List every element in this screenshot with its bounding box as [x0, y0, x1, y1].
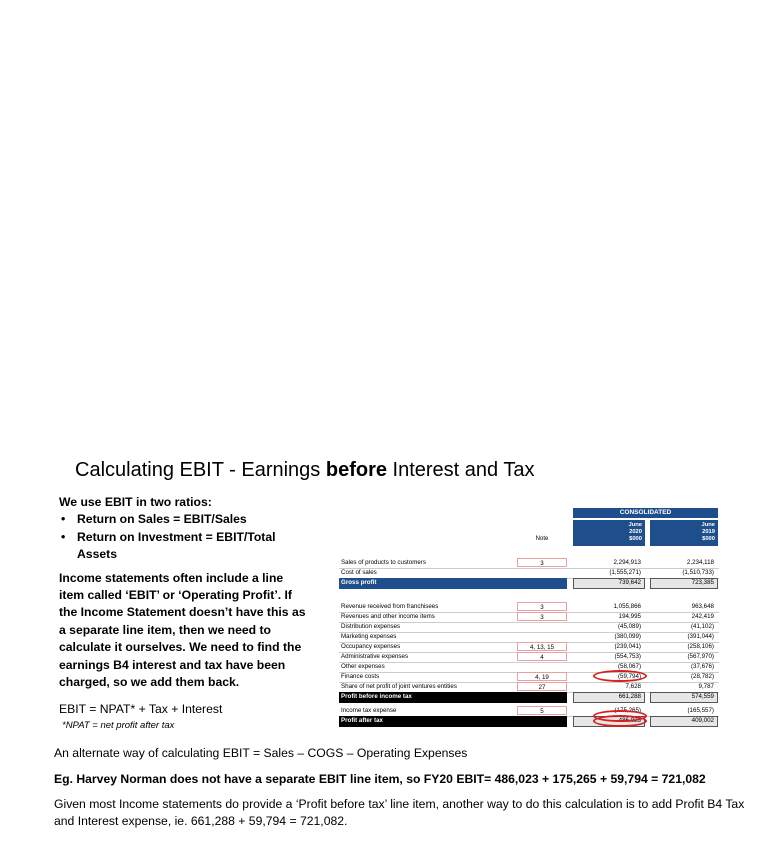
row-label: Marketing expenses — [341, 633, 397, 640]
row-note — [517, 622, 567, 631]
row-label: Share of net profit of joint ventures entities — [341, 683, 457, 690]
col2-year: 2019 — [702, 529, 715, 535]
statement-row — [339, 692, 719, 702]
row-label: Distribution expenses — [341, 623, 401, 630]
row-label: Revenues and other income items — [341, 613, 435, 620]
statement-row — [339, 558, 719, 568]
value-2019: (165,557) — [687, 707, 714, 714]
statement-row — [339, 578, 719, 588]
ebit-formula: EBIT = NPAT* + Tax + Interest — [59, 702, 223, 716]
value-2019: 723,385 — [691, 579, 714, 586]
row-note — [517, 578, 567, 587]
value-2020: 1,055,866 — [613, 603, 641, 610]
row-label: Cost of sales — [341, 569, 377, 576]
statement-row — [339, 602, 719, 612]
left-text-block — [59, 494, 309, 691]
value-2020: 739,642 — [618, 579, 641, 586]
value-2019: 9,787 — [698, 683, 714, 690]
column-header-2020 — [573, 520, 645, 546]
row-note — [517, 568, 567, 577]
value-2020: 486,023 — [618, 717, 641, 724]
statement-row — [339, 662, 719, 672]
value-2020: (1,555,271) — [609, 569, 641, 576]
row-note: 4 — [517, 652, 567, 661]
value-2019: (1,510,733) — [682, 569, 714, 576]
statement-row — [339, 652, 719, 662]
explanation-paragraph: Income statements often include a line item called ‘EBIT’ or ‘Operating Profit’. If the Income Statement doesn’t have this as a separate line item, then we need to calculate it ourselves. We need to find the earnings B4 interest and tax have been charged, so we add them back. — [59, 570, 306, 690]
value-2019: 574,559 — [691, 693, 714, 700]
statement-row — [339, 612, 719, 622]
value-2020: 2,294,913 — [613, 559, 641, 566]
row-label: Gross profit — [341, 579, 377, 586]
statement-row — [339, 632, 719, 642]
row-label: Income tax expense — [341, 707, 397, 714]
ratio-list — [59, 511, 309, 563]
bullet-return-on-sales: • Return on Sales = EBIT/Sales — [59, 511, 309, 528]
value-2020: 7,628 — [625, 683, 641, 690]
title-part-2: - Earnings — [223, 459, 326, 481]
npat-footnote: *NPAT = net profit after tax — [62, 720, 175, 731]
value-2019: (41,102) — [690, 623, 714, 630]
row-note: 3 — [517, 602, 567, 611]
row-note: 4, 13, 15 — [517, 642, 567, 651]
value-2020: 661,288 — [618, 693, 641, 700]
col1-unit: $000 — [629, 536, 642, 542]
intro-text: We use EBIT in two ratios: — [59, 495, 212, 509]
note-header: Note — [535, 536, 549, 542]
statement-row — [339, 642, 719, 652]
row-note — [517, 662, 567, 671]
statement-row — [339, 622, 719, 632]
profit-before-tax-method: Given most Income statements do provide a ‘Profit before tax’ line item, another way to do this calculation is to add Profit B4 Tax and Interest expense, ie. 661,288 + 59,794 = 721,082. — [54, 797, 745, 828]
statement-row — [339, 682, 719, 692]
value-2019: 963,648 — [691, 603, 714, 610]
row-label: Profit after tax — [341, 717, 383, 724]
value-2020: (59,794) — [617, 673, 641, 680]
value-2020: 194,995 — [618, 613, 641, 620]
row-note — [517, 692, 567, 701]
title-bold-1: Calculating EBIT — [75, 459, 224, 481]
statement-row — [339, 716, 719, 726]
statement-row — [339, 706, 719, 716]
row-label: Administrative expenses — [341, 653, 409, 660]
title-bold-2: before — [325, 459, 387, 481]
income-statement-table — [339, 508, 719, 736]
value-2019: (37,676) — [690, 663, 714, 670]
slide-title — [75, 459, 534, 482]
row-note: 27 — [517, 682, 567, 691]
row-note: 3 — [517, 558, 567, 567]
statement-row — [339, 568, 719, 578]
finance-costs-highlight — [593, 670, 647, 682]
row-label: Profit before income tax — [341, 693, 412, 700]
column-header-2019 — [650, 520, 718, 546]
value-2020: (175,265) — [614, 707, 641, 714]
value-2020: (239,041) — [614, 643, 641, 650]
value-2020: (554,753) — [614, 653, 641, 660]
harvey-norman-example: Eg. Harvey Norman does not have a separate EBIT line item, so FY20 EBIT= 486,023 + 175,265 + 59,794 = 721,082 — [54, 772, 706, 786]
value-2019: (258,106) — [687, 643, 714, 650]
value-2019: (391,044) — [687, 633, 714, 640]
row-note — [517, 716, 567, 725]
value-2020: (380,099) — [614, 633, 641, 640]
col2-month: June — [701, 522, 715, 528]
row-label: Finance costs — [341, 673, 380, 680]
profit-after-tax-highlight — [593, 715, 647, 727]
col1-year: 2020 — [629, 529, 642, 535]
row-note: 3 — [517, 612, 567, 621]
row-note — [517, 632, 567, 641]
value-2020: (58,067) — [617, 663, 641, 670]
consolidated-header: CONSOLIDATED — [573, 508, 718, 518]
alternate-method-text: An alternate way of calculating EBIT = Sales – COGS – Operating Expenses — [54, 746, 468, 760]
value-2020: (45,089) — [617, 623, 641, 630]
bullet-return-on-investment: • Return on Investment = EBIT/Total Assets — [59, 529, 309, 564]
row-label: Other expenses — [341, 663, 385, 670]
value-2019: 242,419 — [691, 613, 714, 620]
row-label: Occupancy expenses — [341, 643, 401, 650]
title-part-3: Interest and Tax — [386, 459, 535, 481]
value-2019: (28,782) — [690, 673, 714, 680]
value-2019: (567,970) — [687, 653, 714, 660]
row-note: 5 — [517, 706, 567, 715]
row-label: Revenue received from franchisees — [341, 603, 439, 610]
row-note: 4, 19 — [517, 672, 567, 681]
value-2019: 409,002 — [691, 717, 714, 724]
statement-row — [339, 672, 719, 682]
col1-month: June — [628, 522, 642, 528]
row-label: Sales of products to customers — [341, 559, 426, 566]
col2-unit: $000 — [702, 536, 715, 542]
value-2019: 2,234,118 — [686, 559, 714, 566]
